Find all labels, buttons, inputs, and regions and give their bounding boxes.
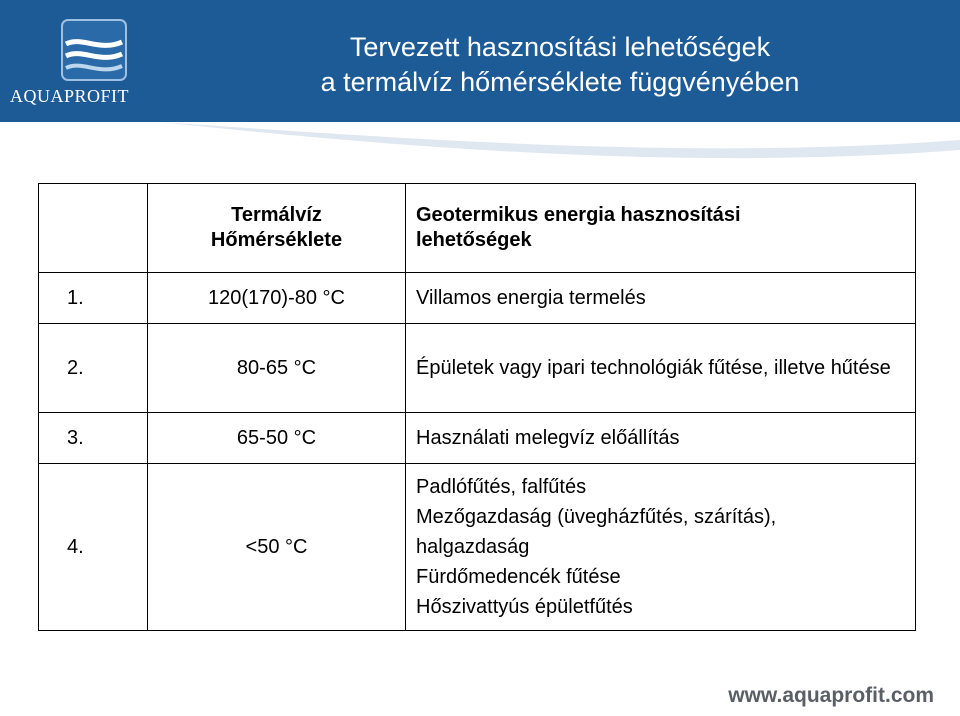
- header-usage-line1: Geotermikus energia hasznosítási: [416, 204, 741, 226]
- usage-item: halgazdaság: [416, 536, 530, 558]
- row-usage: Épületek vagy ipari technológiák fűtése, illetve hűtése: [406, 324, 916, 413]
- logo-text: AQUAPROFIT: [10, 86, 130, 106]
- row-usage: Használati melegvíz előállítás: [406, 413, 916, 464]
- website-link[interactable]: www.aquaprofit.com: [728, 684, 934, 707]
- header-temperature-cell: [148, 184, 406, 273]
- row-usage: Villamos energia termelés: [406, 273, 916, 324]
- title-line-2: a termálvíz hőmérséklete függvényében: [320, 67, 800, 97]
- header-num-cell: [39, 184, 148, 273]
- header-temperature-line1: Termálvíz: [231, 204, 322, 226]
- row-number: 1.: [39, 273, 148, 324]
- row-temperature: 65-50 °C: [148, 413, 406, 464]
- row-number: 3.: [39, 413, 148, 464]
- usage-item: Padlófűtés, falfűtés: [416, 476, 587, 498]
- row-temperature: 80-65 °C: [148, 324, 406, 413]
- header-usage-line2: lehetőségek: [416, 229, 532, 251]
- row-temperature: <50 °C: [148, 464, 406, 631]
- page-title: [180, 30, 940, 100]
- table-row: [39, 273, 916, 324]
- usage-item: Hőszivattyús épületfűtés: [416, 596, 633, 618]
- header-usage-cell: [406, 184, 916, 273]
- row-number: 2.: [39, 324, 148, 413]
- usage-item: Mezőgazdaság (üvegházfűtés, szárítás),: [416, 506, 777, 528]
- row-number: 4.: [39, 464, 148, 631]
- table-row: [39, 464, 916, 631]
- usage-table: [38, 183, 916, 631]
- header-temperature-line2: Hőmérséklete: [210, 229, 343, 251]
- table-row: [39, 324, 916, 413]
- row-temperature: 120(170)-80 °C: [148, 273, 406, 324]
- title-line-1: Tervezett hasznosítási lehetőségek: [349, 32, 771, 62]
- usage-item: Fürdőmedencék fűtése: [416, 566, 621, 588]
- table-row: [39, 413, 916, 464]
- row-usage: [406, 464, 916, 631]
- table-header-row: [39, 184, 916, 273]
